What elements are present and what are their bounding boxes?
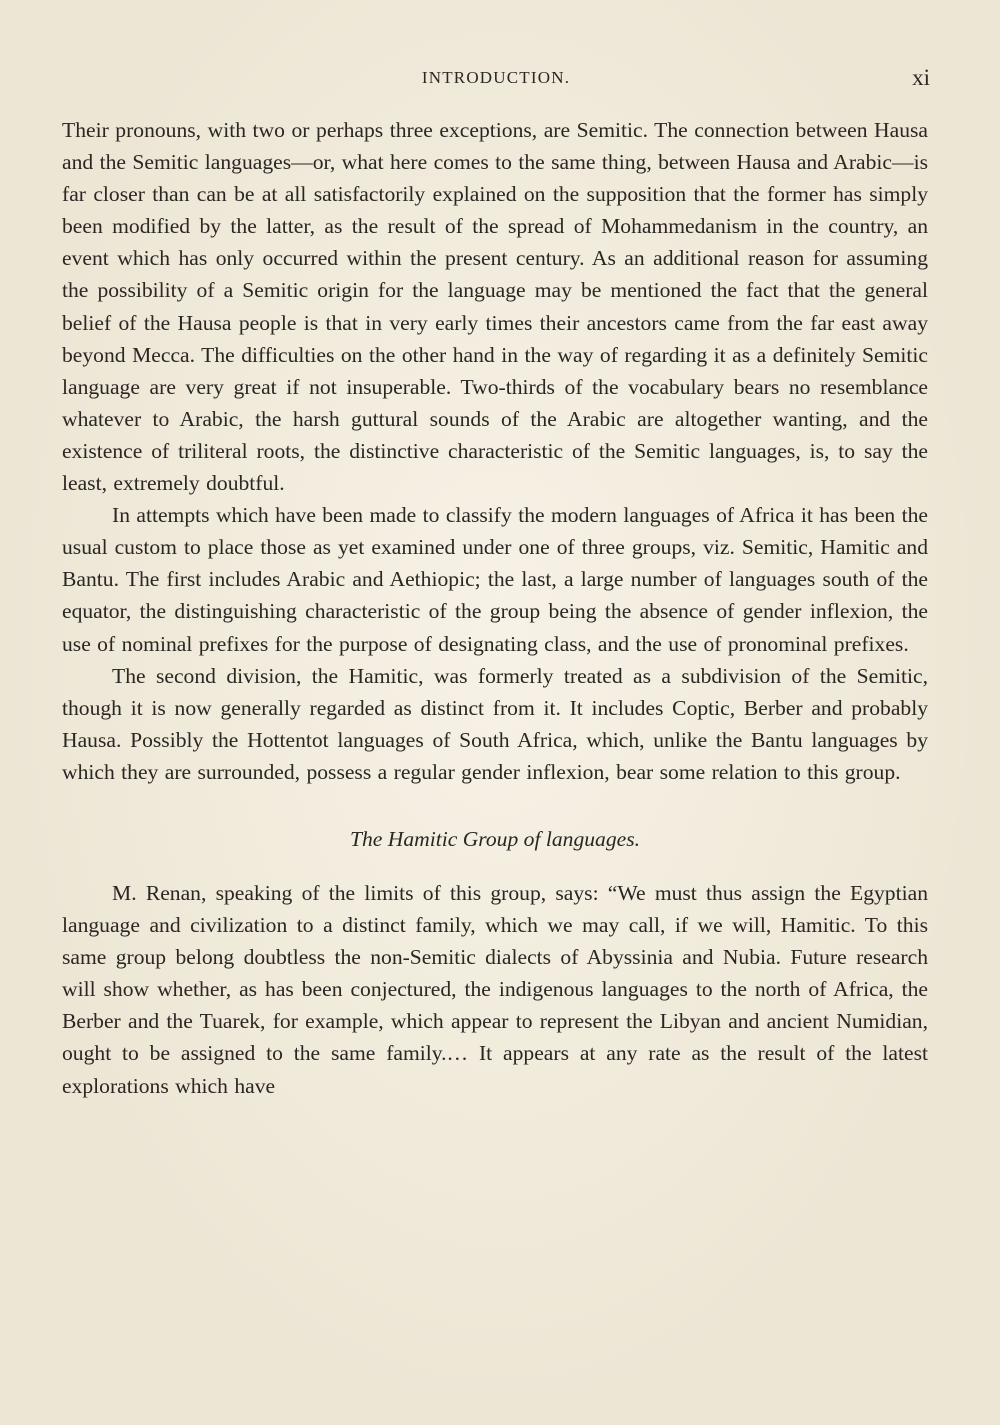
page-number: xi xyxy=(912,65,930,90)
body-text xyxy=(62,114,928,1102)
paragraph-3: The second division, the Hamitic, was formerly treated as a subdivision of the Semitic, though it is now generally regarded as distinct from it. It includes Coptic, Berber and probably Hausa. Possibly the Hottentot languages of South Africa, which, unlike the Bantu languages by which they are surrounded, possess a regular gender inflexion, bear some relation to this group. xyxy=(62,663,928,784)
paragraph-1: Their pronouns, with two or perhaps three exceptions, are Semitic. The connection between Hausa and the Semitic languages—or, what here comes to the same thing, between Hausa and Arabic—is far closer than can be at all satisfactorily explained on the supposition that the former has simply been modified by the latter, as the result of the spread of Mohammedanism in the country, an event which has only occurred within the present century. As an additional reason for assuming the possibility of a Semitic origin for the language may be mentioned the fact that the general belief of the Hausa people is that in very early times their ancestors came from the far east away beyond Mecca. The difficulties on the other hand in the way of regarding it as a definitely Semitic language are very great if not insuperable. Two-thirds of the vocabulary bears no resemblance whatever to Arabic, the harsh guttural sounds of the Arabic are altogether wanting, and the existence of triliteral roots, the distinctive characteristic of the Semitic languages, is, to say the least, extremely doubtful. xyxy=(62,118,928,496)
section-paragraph: M. Renan, speaking of the limits of this group, says: “We must thus assign the Egyptian language and civilization to a distinct family, which we may call, if we will, Hamitic. To this same group belong doubtless the non-Semitic dialects of Abyssinia and Nubia. Future research will show whether, as has been conjectured, the indigenous languages to the north of Africa, the Berber and the Tuarek, for example, which appear to represent the Libyan and ancient Numidian, ought to be assigned to the same family.… It appears at any rate as the result of the latest explorations which have xyxy=(62,880,928,1098)
running-head xyxy=(62,66,930,96)
section-heading: The Hamitic Group of languages. xyxy=(349,826,641,851)
paragraph-2: In attempts which have been made to classify the modern languages of Africa it has been the usual custom to place those as yet examined under one of three groups, viz. Semitic, Hamitic and Bantu. The first includes Arabic and Aethiopic; the last, a large number of languages south of the equator, the distinguishing characteristic of the group being the absence of gender inflexion, the use of nominal prefixes for the purpose of designating class, and the use of pronominal prefixes. xyxy=(62,503,928,656)
running-title: INTRODUCTION. xyxy=(421,68,571,87)
